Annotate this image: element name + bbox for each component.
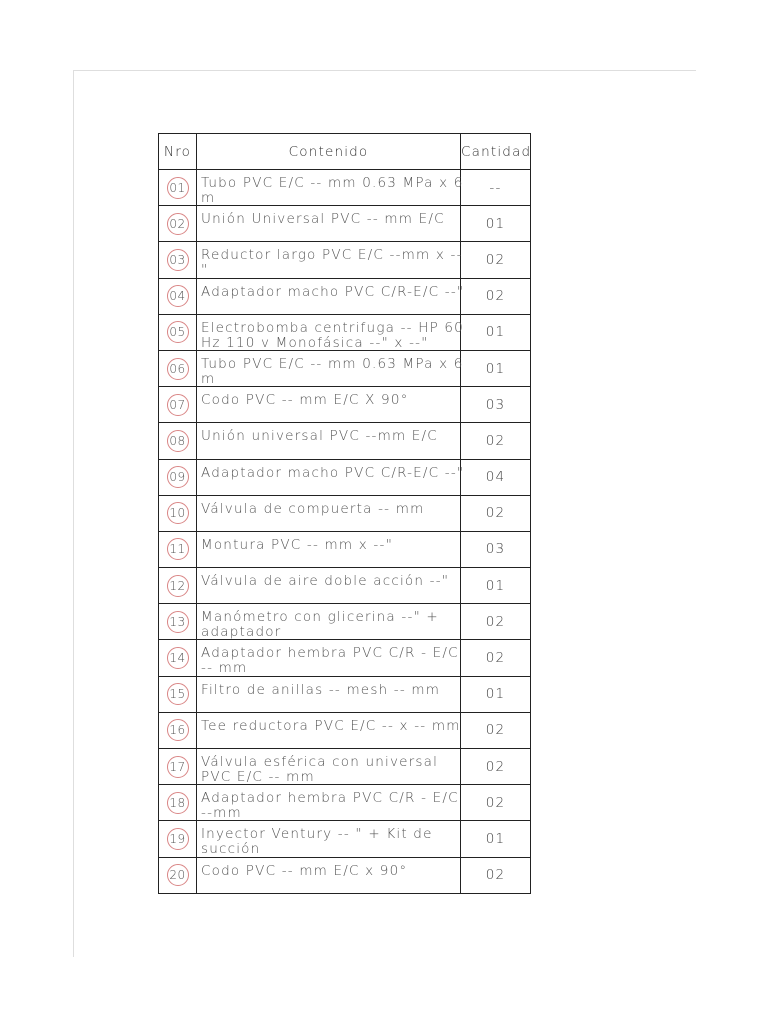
row-content: Adaptador macho PVC C/R-E/C --" [201, 283, 465, 300]
row-content-cell [197, 531, 461, 567]
row-quantity: 02 [461, 640, 531, 676]
row-content-cell [197, 640, 461, 676]
row-number-cell [159, 749, 197, 785]
table-row [159, 821, 531, 857]
table-row [159, 568, 531, 604]
parts-table [158, 133, 531, 894]
row-content: Tubo PVC E/C -- mm 0.63 MPa x 6 m [201, 175, 464, 206]
row-number-badge: 03 [167, 249, 189, 271]
row-content: Tubo PVC E/C -- mm 0.63 MPa x 6 m [201, 355, 464, 387]
row-number-cell [159, 568, 197, 604]
row-quantity: 02 [461, 278, 531, 314]
row-number-cell [159, 423, 197, 459]
row-content-cell [197, 423, 461, 459]
table-row [159, 712, 531, 748]
row-number-cell [159, 387, 197, 423]
row-content: Filtro de anillas -- mesh -- mm [201, 681, 441, 698]
row-content-cell [197, 676, 461, 712]
row-content-cell [197, 242, 461, 278]
row-number-cell [159, 314, 197, 350]
header-contenido: Contenido [197, 134, 461, 170]
table-row [159, 423, 531, 459]
row-content-cell [197, 495, 461, 531]
table-header-row [159, 134, 531, 170]
row-quantity: 04 [461, 459, 531, 495]
row-number-cell [159, 350, 197, 386]
row-content-cell [197, 206, 461, 242]
row-content: Adaptador macho PVC C/R-E/C --" [201, 464, 465, 481]
row-quantity: 02 [461, 857, 531, 893]
row-content-cell [197, 749, 461, 785]
row-content-cell [197, 459, 465, 495]
row-number-badge: 11 [167, 538, 189, 560]
row-quantity: 02 [461, 712, 531, 748]
row-number-cell [159, 676, 197, 712]
row-number-cell [159, 785, 197, 821]
header-nro: Nro [159, 134, 197, 170]
row-content: Codo PVC -- mm E/C x 90° [201, 862, 408, 879]
row-content: Electrobomba centrifuga -- HP 60 Hz 110 v Monofásica --" x --" [201, 319, 464, 351]
table-row [159, 314, 531, 350]
row-number-cell [159, 531, 197, 567]
row-number-cell [159, 495, 197, 531]
row-content: Válvula esférica con universal PVC E/C -- mm [201, 754, 439, 785]
row-number-badge: 04 [167, 285, 189, 307]
row-number-cell [159, 640, 197, 676]
row-quantity: 02 [461, 242, 531, 278]
table-row [159, 640, 531, 676]
row-content-cell [197, 857, 461, 893]
row-content-cell [197, 821, 461, 857]
table-row [159, 495, 531, 531]
table-row [159, 531, 531, 567]
row-number-badge: 05 [167, 321, 189, 343]
row-number-badge: 12 [167, 575, 189, 597]
row-number-cell [159, 821, 197, 857]
row-content: Unión universal PVC --mm E/C [201, 428, 438, 445]
row-number-badge: 08 [167, 430, 189, 452]
row-number-cell [159, 604, 197, 640]
row-content-cell [197, 170, 464, 206]
row-quantity: 01 [461, 314, 531, 350]
header-cantidad: Cantidad [461, 134, 531, 170]
row-quantity: 01 [461, 821, 531, 857]
row-number-cell [159, 170, 197, 206]
table-row [159, 170, 531, 206]
row-content: Válvula de compuerta -- mm [201, 500, 425, 517]
row-quantity: 01 [461, 676, 531, 712]
row-content: Adaptador hembra PVC C/R - E/C --mm [201, 790, 459, 822]
row-quantity: 02 [461, 604, 531, 640]
row-quantity: 02 [461, 495, 531, 531]
row-content: Montura PVC -- mm x --" [201, 536, 393, 553]
row-number-cell [159, 459, 197, 495]
row-content: Inyector Ventury -- " + Kit de succión [201, 826, 433, 858]
row-quantity: 01 [461, 206, 531, 242]
row-quantity: 02 [461, 749, 531, 785]
row-quantity: 01 [461, 350, 531, 386]
row-number-badge: 09 [167, 466, 189, 488]
table-row [159, 604, 531, 640]
row-quantity: 03 [461, 531, 531, 567]
row-number-cell [159, 242, 197, 278]
row-number-badge: 07 [167, 394, 189, 416]
row-number-badge: 06 [167, 358, 189, 380]
row-number-badge: 17 [167, 756, 189, 778]
row-content: Adaptador hembra PVC C/R - E/C -- mm [201, 645, 459, 677]
row-content: Reductor largo PVC E/C --mm x --" [201, 247, 463, 279]
row-number-cell [159, 206, 197, 242]
table-row [159, 749, 531, 785]
row-content-cell [197, 568, 461, 604]
row-quantity: 02 [461, 785, 531, 821]
row-content-cell [197, 387, 461, 423]
row-content: Codo PVC -- mm E/C X 90° [201, 392, 409, 409]
table-row [159, 676, 531, 712]
row-number-badge: 20 [167, 864, 189, 886]
row-number-badge: 01 [167, 177, 189, 199]
row-number-cell [159, 712, 197, 748]
row-quantity: 02 [461, 423, 531, 459]
row-number-cell [159, 857, 197, 893]
row-number-badge: 19 [167, 828, 189, 850]
row-content-cell [197, 278, 465, 314]
table-row [159, 350, 531, 386]
table-row [159, 387, 531, 423]
row-content-cell [197, 604, 461, 640]
table-row [159, 206, 531, 242]
row-number-badge: 13 [167, 611, 189, 633]
row-content: Manómetro con glicerina --" + adaptador [201, 609, 439, 641]
table-row [159, 242, 531, 278]
row-number-badge: 14 [167, 647, 189, 669]
table-row [159, 459, 531, 495]
row-quantity: 03 [461, 387, 531, 423]
row-number-cell [159, 278, 197, 314]
row-content-cell [197, 350, 464, 387]
row-number-badge: 18 [167, 792, 189, 814]
row-content-cell [197, 785, 461, 821]
row-content-cell [197, 712, 461, 748]
row-quantity: 01 [461, 568, 531, 604]
row-quantity: -- [461, 170, 531, 206]
table-body [159, 170, 531, 894]
row-number-badge: 02 [167, 213, 189, 235]
table-row [159, 857, 531, 893]
row-number-badge: 10 [167, 502, 189, 524]
table-row [159, 278, 531, 314]
row-content-cell [197, 314, 464, 351]
row-content: Unión Universal PVC -- mm E/C [201, 211, 445, 228]
row-number-badge: 15 [167, 683, 189, 705]
row-content: Válvula de aire doble acción --" [201, 573, 450, 590]
table-row [159, 785, 531, 821]
row-content: Tee reductora PVC E/C -- x -- mm [201, 717, 461, 734]
row-number-badge: 16 [167, 719, 189, 741]
